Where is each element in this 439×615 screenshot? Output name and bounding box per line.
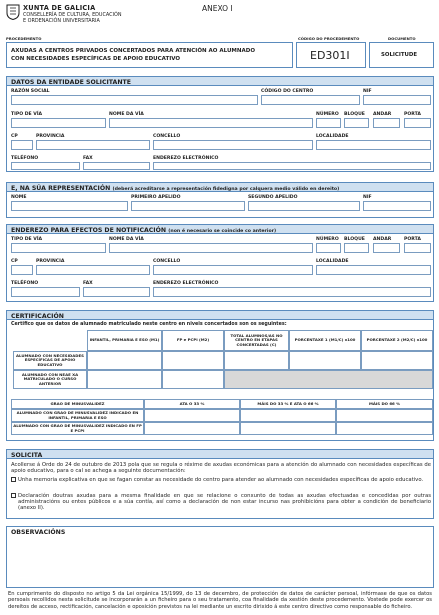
rep-surname1-label: PRIMEIRO APELIDO <box>131 195 181 200</box>
phone-input[interactable] <box>11 162 80 170</box>
request-title: SOLICITA <box>11 451 43 459</box>
representative-title <box>11 185 339 192</box>
request-section <box>6 449 434 519</box>
code-value: ED301I <box>310 49 350 62</box>
razon-social-input[interactable] <box>11 95 258 105</box>
grao-row1-col1-input[interactable] <box>144 409 240 422</box>
notification-title-text: ENDEREZO PARA EFECTOS DE NOTIFICACIÓN <box>11 226 167 234</box>
street-name-input[interactable] <box>109 118 313 128</box>
street-type-input[interactable] <box>11 118 106 128</box>
notif-door-label: PORTA <box>404 237 421 242</box>
notif-fax-label: FAX <box>83 281 93 286</box>
procedure-title-1: AXUDAS A CENTROS PRIVADOS CONCERTADOS PARA ATENCIÓN AO ALUMNADO <box>11 48 255 54</box>
notification-section <box>6 224 434 302</box>
grao-col1-header: ATA O 33 % <box>144 399 240 409</box>
col-infantil-header: INFANTIL, PRIMARIA E ESO (M1) <box>87 330 162 351</box>
doc-value: SOLICITUDE <box>381 52 418 58</box>
block-label: BLOQUE <box>344 112 365 117</box>
certification-intro: Certifico que os datos de alumnado matriculado neste centro en niveis concertados son os seguintes: <box>11 322 287 327</box>
street-type-label: TIPO DE VÍA <box>11 112 43 117</box>
fax-input[interactable] <box>83 162 150 170</box>
grao-row2-col2-input[interactable] <box>240 422 336 435</box>
neae-xa-fp-input[interactable] <box>162 370 224 389</box>
neae-pct2-input[interactable] <box>361 351 433 370</box>
doc-label: DOCUMENTO <box>388 36 416 41</box>
rep-nif-label: NIF <box>363 195 372 200</box>
notif-number-label: NÚMERO <box>316 237 339 242</box>
notification-header <box>7 225 433 234</box>
notif-number-input[interactable] <box>316 243 341 253</box>
centre-code-label: CÓDIGO DO CENTRO <box>261 89 314 94</box>
col-total-header: TOTAL ALUMNOS/AS NO CENTRO EN ETAPAS CONCERTADAS (C) <box>224 330 289 351</box>
block-input[interactable] <box>344 118 369 128</box>
grao-row2-col3-input[interactable] <box>336 422 433 435</box>
row-neae-xa-label: ALUMNADO CON NEAE XA MATRICULADO O CURSO ANTERIOR <box>13 370 87 389</box>
phone-label: TELÉFONO <box>11 156 39 161</box>
grao-row2-col1-input[interactable] <box>144 422 240 435</box>
neae-infantil-input[interactable] <box>87 351 162 370</box>
notif-email-label: ENDEREZO ELECTRÓNICO <box>153 281 219 286</box>
representative-title-text: E, NA SÚA REPRESENTACIÓN <box>11 184 111 192</box>
procedure-box <box>6 42 293 68</box>
notif-block-label: BLOQUE <box>344 237 365 242</box>
col-pct2-header: PORCENTAXE 2 (M2/C) x100 <box>361 330 433 351</box>
col-pct1-header: PORCENTAXE 1 (M1/C) x100 <box>289 330 361 351</box>
observations-section[interactable] <box>6 526 434 588</box>
logo-line-1: XUNTA DE GALICIA <box>23 4 96 12</box>
municipality-label: CONCELLO <box>153 134 181 139</box>
rep-name-label: NOME <box>11 195 27 200</box>
rep-surname2-input[interactable] <box>248 201 360 211</box>
notif-phone-label: TELÉFONO <box>11 281 39 286</box>
notif-floor-label: ANDAR <box>373 237 392 242</box>
notif-locality-input[interactable] <box>316 265 431 275</box>
email-label: ENDEREZO ELECTRÓNICO <box>153 156 219 161</box>
rep-name-input[interactable] <box>11 201 128 211</box>
row-neae-label: ALUMNADO CON NECESIDADES ESPECÍFICAS DE APOIO EDUCATIVO <box>13 351 87 370</box>
email-input[interactable] <box>153 162 431 170</box>
grao-row1-label: ALUMNADO CON GRAO DE MINUSVALIDEZ INDICADO EN INFANTIL, PRIMARIA E ESO <box>11 409 144 422</box>
declaracion-text: Declaración doutras axudas para a mesma finalidade en que se relacione o conxunto de todas as axudas efectuadas e concedidas por outras administracións ou entes públicos e a súa contía, así como a declaración de non estar incurso nas prohibicións para obter a condición de beneficiario (anexo II). <box>18 492 431 512</box>
code-label: CÓDIGO DO PROCEDEMENTO <box>298 36 360 41</box>
neae-fp-input[interactable] <box>162 351 224 370</box>
doc-box <box>369 42 434 68</box>
representative-note: (deberá acreditarse a representación fidedigna por calquera medio válido en dereito) <box>112 186 340 192</box>
postcode-label: CP <box>11 134 18 139</box>
notif-block-input[interactable] <box>344 243 369 253</box>
neae-pct1-input[interactable] <box>289 351 361 370</box>
notification-note: (non é necesario se coincide co anterior) <box>168 228 277 234</box>
razon-social-label: RAZÓN SOCIAL <box>11 89 50 94</box>
floor-label: ANDAR <box>373 112 392 117</box>
procedure-label: PROCEDEMENTO <box>6 36 42 41</box>
notif-floor-input[interactable] <box>373 243 400 253</box>
observations-title: OBSERVACIÓNS <box>11 529 66 536</box>
neae-xa-infantil-input[interactable] <box>87 370 162 389</box>
notif-municipality-input[interactable] <box>153 265 313 275</box>
notification-title <box>11 227 276 234</box>
notif-locality-label: LOCALIDADE <box>316 259 349 264</box>
memoria-text: Unha memoria explicativa en que se fagan constar as necesidade do centro para atender ao alumnado con necesidades específicas de apoio educativo. <box>18 476 424 483</box>
code-box <box>296 42 366 68</box>
rep-surname2-label: SEGUNDO APELIDO <box>248 195 298 200</box>
notif-street-name-label: NOME DA VÍA <box>109 237 144 242</box>
xunta-logo <box>6 4 126 30</box>
certification-section <box>6 310 434 441</box>
neae-total-input[interactable] <box>224 351 289 370</box>
municipality-input[interactable] <box>153 140 313 150</box>
representative-section <box>6 182 434 218</box>
annex-label: ANEXO I <box>202 4 233 13</box>
notif-street-type-label: TIPO DE VÍA <box>11 237 43 242</box>
applicant-header <box>7 77 433 86</box>
nif-input[interactable] <box>363 95 431 105</box>
grao-row1-col3-input[interactable] <box>336 409 433 422</box>
declaracion-checkbox[interactable] <box>11 493 16 498</box>
col-fp-header: FP e PCPI (M2) <box>162 330 224 351</box>
grao-label: GRAO DE MINUSVALIDEZ <box>11 399 144 409</box>
applicant-section <box>6 76 434 172</box>
notif-postcode-input[interactable] <box>11 265 33 275</box>
memoria-checkbox[interactable] <box>11 477 16 482</box>
fax-label: FAX <box>83 156 93 161</box>
postcode-input[interactable] <box>11 140 33 150</box>
data-protection-notice: En cumprimento do disposto no artigo 5 da Lei orgánica 15/1999, do 13 de decembro, de protección de datos de carácter persoal, infórmase de que os datos persoais recollidos nesta solicitude se incorporarán a un ficheiro para o seu tratamento, coa finalidade da xestión deste procedemento. Vostede pode exercer os dereitos de acceso, rectificación, cancelación e oposición previstos na lei mediante un escrito dirixido á este centro directivo como responsable do ficheiro. <box>8 591 432 610</box>
grao-row2-label: ALUMNADO CON GRAO DE MINUSVALIDEZ INDICADO EN FP E PCPI <box>11 422 144 435</box>
notif-phone-input[interactable] <box>11 287 80 297</box>
grao-col3-header: MÁIS DO 66 % <box>336 399 433 409</box>
number-label: NÚMERO <box>316 112 339 117</box>
procedure-title-2: CON NECESIDADES ESPECÍFICAS DE APOIO EDUCATIVO <box>11 56 181 62</box>
rep-surname1-input[interactable] <box>131 201 245 211</box>
rep-nif-input[interactable] <box>363 201 431 211</box>
notif-fax-input[interactable] <box>83 287 150 297</box>
neae-xa-disabled-cell <box>224 370 433 389</box>
number-input[interactable] <box>316 118 341 128</box>
xunta-emblem-icon <box>6 4 20 20</box>
door-input[interactable] <box>404 118 431 128</box>
representative-header <box>7 183 433 192</box>
floor-input[interactable] <box>373 118 400 128</box>
grao-row1-col2-input[interactable] <box>240 409 336 422</box>
request-body: Acollerse á Orde do 24 de outubro de 2013 pola que se regula o réxime de axudas económicas para a atención do alumnado con necesidades específicas de apoio educativo, para o cal se achega a seguinte documentación: <box>11 462 431 475</box>
locality-input[interactable] <box>316 140 431 150</box>
street-name-label: NOME DA VÍA <box>109 112 144 117</box>
centre-code-input[interactable] <box>261 95 360 105</box>
notif-postcode-label: CP <box>11 259 18 264</box>
certification-title: CERTIFICACIÓN <box>11 312 64 320</box>
notif-province-input[interactable] <box>36 265 150 275</box>
grao-col2-header: MÁIS DO 33 % E ATA O 66 % <box>240 399 336 409</box>
logo-line-2: CONSELLERÍA DE CULTURA, EDUCACIÓN <box>23 12 122 18</box>
request-header <box>7 450 433 459</box>
notif-door-input[interactable] <box>404 243 431 253</box>
certification-header <box>7 311 433 320</box>
province-input[interactable] <box>36 140 150 150</box>
notif-street-type-input[interactable] <box>11 243 106 253</box>
province-label: PROVINCIA <box>36 134 65 139</box>
nif-label: NIF <box>363 89 372 94</box>
notif-email-input[interactable] <box>153 287 431 297</box>
logo-line-3: E ORDENACIÓN UNIVERSITARIA <box>23 18 100 24</box>
notif-street-name-input[interactable] <box>109 243 313 253</box>
applicant-title: DATOS DA ENTIDADE SOLICITANTE <box>11 78 131 86</box>
door-label: PORTA <box>404 112 421 117</box>
notif-municipality-label: CONCELLO <box>153 259 181 264</box>
notif-province-label: PROVINCIA <box>36 259 65 264</box>
locality-label: LOCALIDADE <box>316 134 349 139</box>
